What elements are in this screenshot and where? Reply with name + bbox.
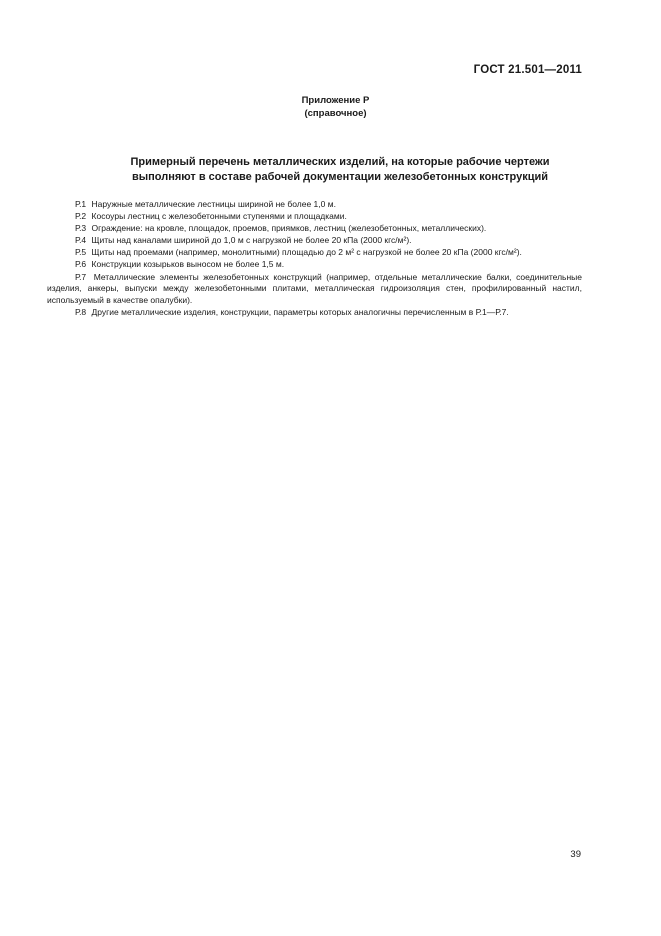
appendix-title: Приложение Р bbox=[301, 95, 370, 106]
item-text: Другие металлические изделия, конструкции, параметры которых аналогичны перечисленным в Р.1—Р.7. bbox=[91, 306, 509, 317]
item-number: Р.8 bbox=[75, 306, 87, 317]
item-text: Конструкции козырьков выносом не более 1,5 м. bbox=[91, 259, 285, 270]
list-item bbox=[47, 223, 582, 235]
item-number: Р.5 bbox=[75, 247, 87, 258]
list-item bbox=[47, 211, 582, 223]
page-title-line-2: выполняют в составе рабочей документации железобетонных конструкций bbox=[131, 171, 549, 183]
item-number: Р.4 bbox=[75, 235, 87, 246]
item-number: Р.7 bbox=[75, 271, 87, 282]
list-item bbox=[47, 247, 582, 259]
list-item bbox=[47, 272, 582, 307]
page-title bbox=[60, 155, 620, 185]
item-text: Наружные металлические лестницы шириной не более 1,0 м. bbox=[91, 199, 336, 209]
item-list bbox=[47, 199, 582, 319]
item-text: Металлические элементы железобетонных конструкций (например, отдельные металлические балки, соединительные изделия, анкеры, выпуски между железобетонными плитами, металлическая гидроизоляция стен, профилированный настил, используемый в качестве опалубки). bbox=[47, 271, 582, 305]
appendix-label bbox=[0, 94, 661, 120]
item-number: Р.1 bbox=[75, 199, 87, 209]
item-number: Р.3 bbox=[75, 223, 87, 234]
list-item bbox=[47, 235, 582, 247]
page-title-line-1: Примерный перечень металлических изделий, на которые рабочие чертежи bbox=[130, 156, 550, 168]
document-code: ГОСТ 21.501—2011 bbox=[473, 64, 582, 76]
appendix-subtitle: (справочное) bbox=[304, 108, 367, 119]
item-text: Щиты над каналами шириной до 1,0 м с нагрузкой не более 20 кПа (2000 кгс/м²). bbox=[91, 235, 412, 246]
item-text: Щиты над проемами (например, монолитными) площадью до 2 м² с нагрузкой не более 20 кПа (2000 кгс/м²). bbox=[91, 247, 522, 258]
list-item bbox=[47, 199, 582, 211]
item-text: Косоуры лестниц с железобетонными ступенями и площадками. bbox=[91, 211, 347, 222]
page-number: 39 bbox=[570, 849, 581, 860]
item-number: Р.6 bbox=[75, 259, 87, 270]
item-number: Р.2 bbox=[75, 211, 87, 222]
list-item bbox=[47, 307, 582, 319]
item-text: Ограждение: на кровле, площадок, проемов, приямков, лестниц (железобетонных, металлических). bbox=[91, 223, 487, 234]
list-item bbox=[47, 259, 582, 271]
